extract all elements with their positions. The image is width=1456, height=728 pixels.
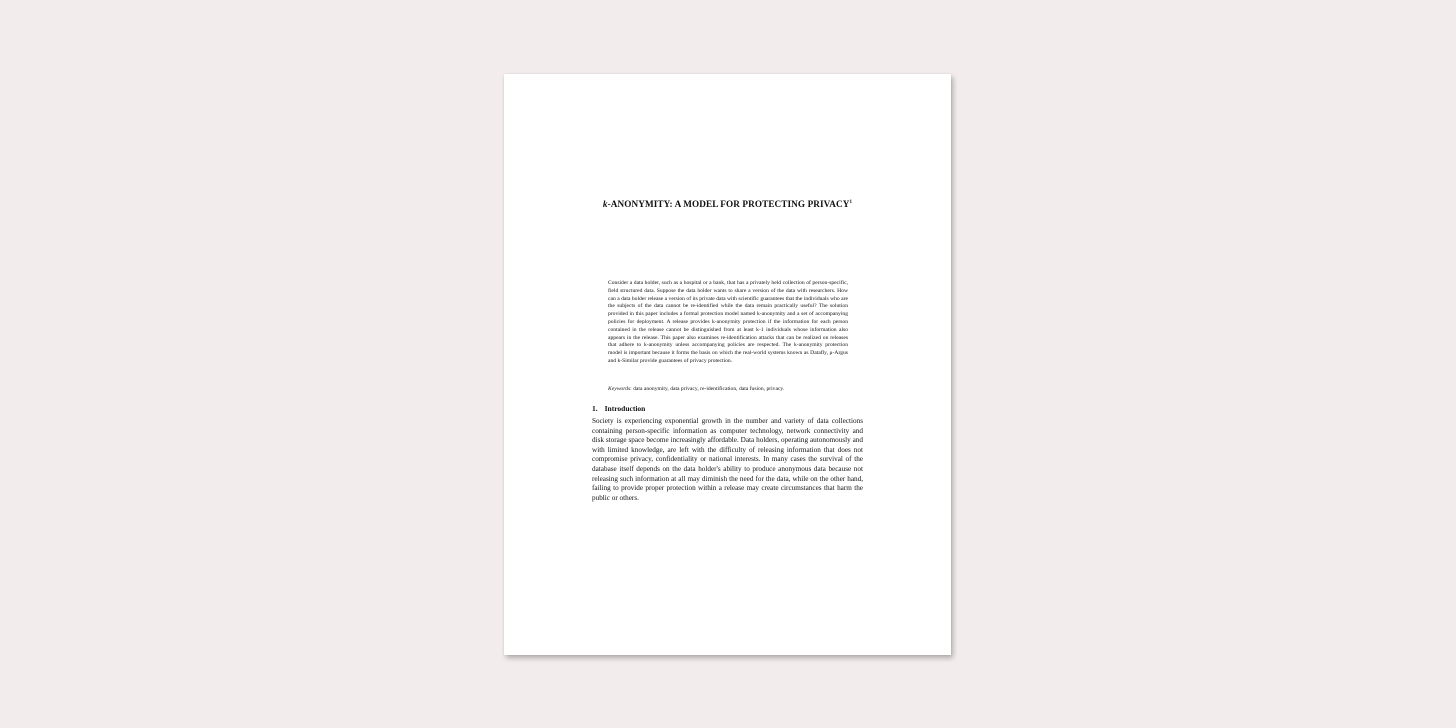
title-text: -ANONYMITY: A MODEL FOR PROTECTING PRIVACY bbox=[607, 199, 850, 209]
section-heading-introduction bbox=[592, 404, 645, 413]
keywords-label: Keywords bbox=[608, 386, 631, 392]
section-title: Introduction bbox=[604, 404, 646, 413]
keywords-text: : data anonymity, data privacy, re-identification, data fusion, privacy. bbox=[630, 386, 785, 392]
section-number: 1. bbox=[592, 404, 598, 413]
title-footnote-mark: 1 bbox=[849, 200, 853, 205]
title-k-variable: k bbox=[602, 199, 608, 209]
keywords bbox=[608, 386, 848, 394]
document-page bbox=[504, 74, 951, 655]
introduction-paragraph: Society is experiencing exponential growth in the number and variety of data collections containing person-specific information as computer technology, network connectivity and disk storage space become increasingly affordable. Data holders, operating autonomously and with limited knowledge, are left with the difficulty of releasing information that does not compromise privacy, confidentiality or national interests. In many cases the survival of the database itself depends on the data holder's ability to produce anonymous data because not releasing such information at all may diminish the need for the data, while on the other hand, failing to provide proper protection within a release may create circumstances that harm the public or others. bbox=[592, 417, 863, 502]
paper-title bbox=[504, 199, 951, 209]
abstract: Consider a data holder, such as a hospital or a bank, that has a privately held collection of person-specific, field structured data. Suppose the data holder wants to share a version of the data with researchers. How can a data holder release a version of its private data with scientific guarantees that the individuals who are the subjects of the data cannot be re-identified while the data remain practically useful? The solution provided in this paper includes a formal protection model named k-anonymity and a set of accompanying policies for deployment. A release provides k-anonymity protection if the information for each person contained in the release cannot be distinguished from at least k-1 individuals whose information also appears in the release. This paper also examines re-identification attacks that can be realized on releases that adhere to k-anonymity unless accompanying policies are respected. The k-anonymity protection model is important because it forms the basis on which the real-world systems known as Datafly, μ-Argus and k-Similar provide guarantees of privacy protection. bbox=[608, 280, 848, 364]
